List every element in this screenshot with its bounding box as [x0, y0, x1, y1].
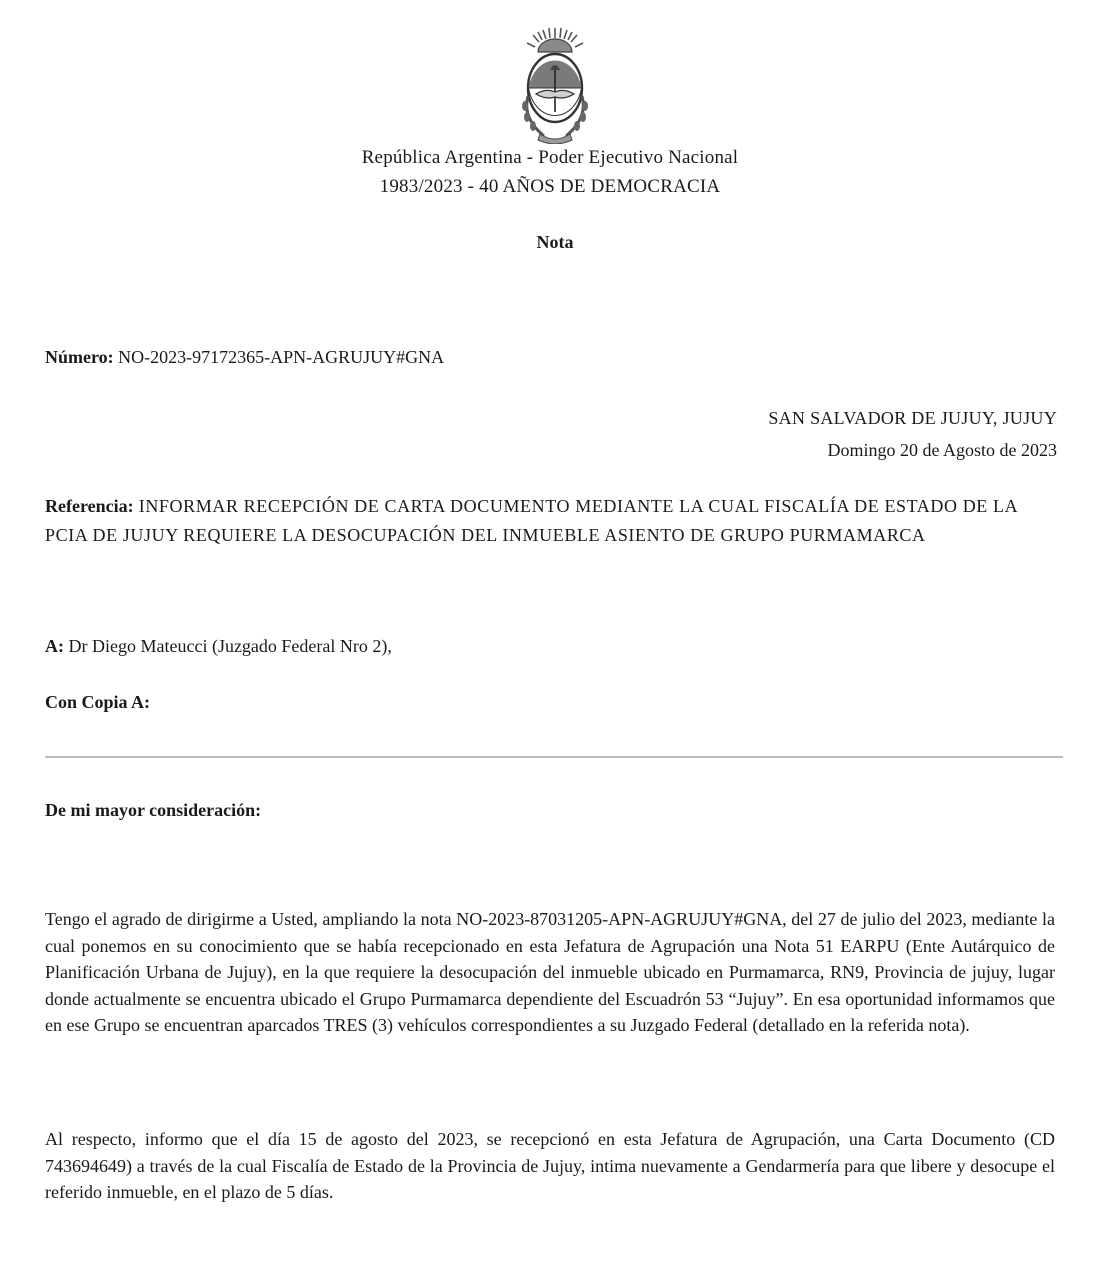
referencia-value: INFORMAR RECEPCIÓN DE CARTA DOCUMENTO MEDIANTE LA CUAL FISCALÍA DE ESTADO DE LA PCIA DE JUJUY REQUIERE LA DESOCUPACIÓN DEL INMUEBLE ASIENTO DE GRUPO PURMAMARCA	[45, 496, 1018, 545]
recipient-field	[45, 636, 392, 657]
document-type-title: Nota	[536, 232, 574, 252]
referencia-field	[45, 492, 1060, 550]
date: Domingo 20 de Agosto de 2023	[827, 440, 1057, 460]
recipient-value: Dr Diego Mateucci (Juzgado Federal Nro 2),	[68, 636, 392, 656]
body-paragraph-1: Tengo el agrado de dirigirme a Usted, ampliando la nota NO-2023-87031205-APN-AGRUJUY#GNA, del 27 de julio del 2023, mediante la cual ponemos en su conocimiento que se había recepcionado en esta Jefatura de Agrupación una Nota 51 EARPU (Ente Autárquico de Planificación Urbana de Jujuy), en la que requiere la desocupación del inmueble ubicado en Purmamarca, RN9, Provincia de jujuy, lugar donde actualmente se encuentra ubicado el Grupo Purmamarca dependiente del Escuadrón 53 “Jujuy”. En esa oportunidad informamos que en ese Grupo se encuentran aparcados TRES (3) vehículos correspondientes a su Juzgado Federal (detallado en la referida nota).	[45, 909, 1055, 1035]
numero-value: NO-2023-97172365-APN-AGRUJUY#GNA	[118, 347, 445, 367]
place: SAN SALVADOR DE JUJUY, JUJUY	[768, 408, 1057, 428]
cc-label: Con Copia A:	[45, 692, 151, 712]
header-motto: 1983/2023 - 40 AÑOS DE DEMOCRACIA	[379, 176, 721, 197]
argentina-coat-of-arms-icon	[500, 26, 610, 144]
salutation: De mi mayor consideración:	[45, 800, 262, 820]
numero-label: Número:	[45, 347, 114, 367]
numero-field	[45, 347, 444, 368]
section-divider	[45, 756, 1063, 758]
header-institution: República Argentina - Poder Ejecutivo Nacional	[361, 147, 739, 168]
body-paragraph-2: Al respecto, informo que el día 15 de agosto del 2023, se recepcionó en esta Jefatura de Agrupación, una Carta Documento (CD 743694649) a través de la cual Fiscalía de Estado de la Provincia de Jujuy, intima nuevamente a Gendarmería para que libere y desocupe el referido inmueble, en el plazo de 5 días.	[45, 1129, 1055, 1202]
recipient-label: A:	[45, 636, 64, 656]
referencia-label: Referencia:	[45, 496, 134, 516]
